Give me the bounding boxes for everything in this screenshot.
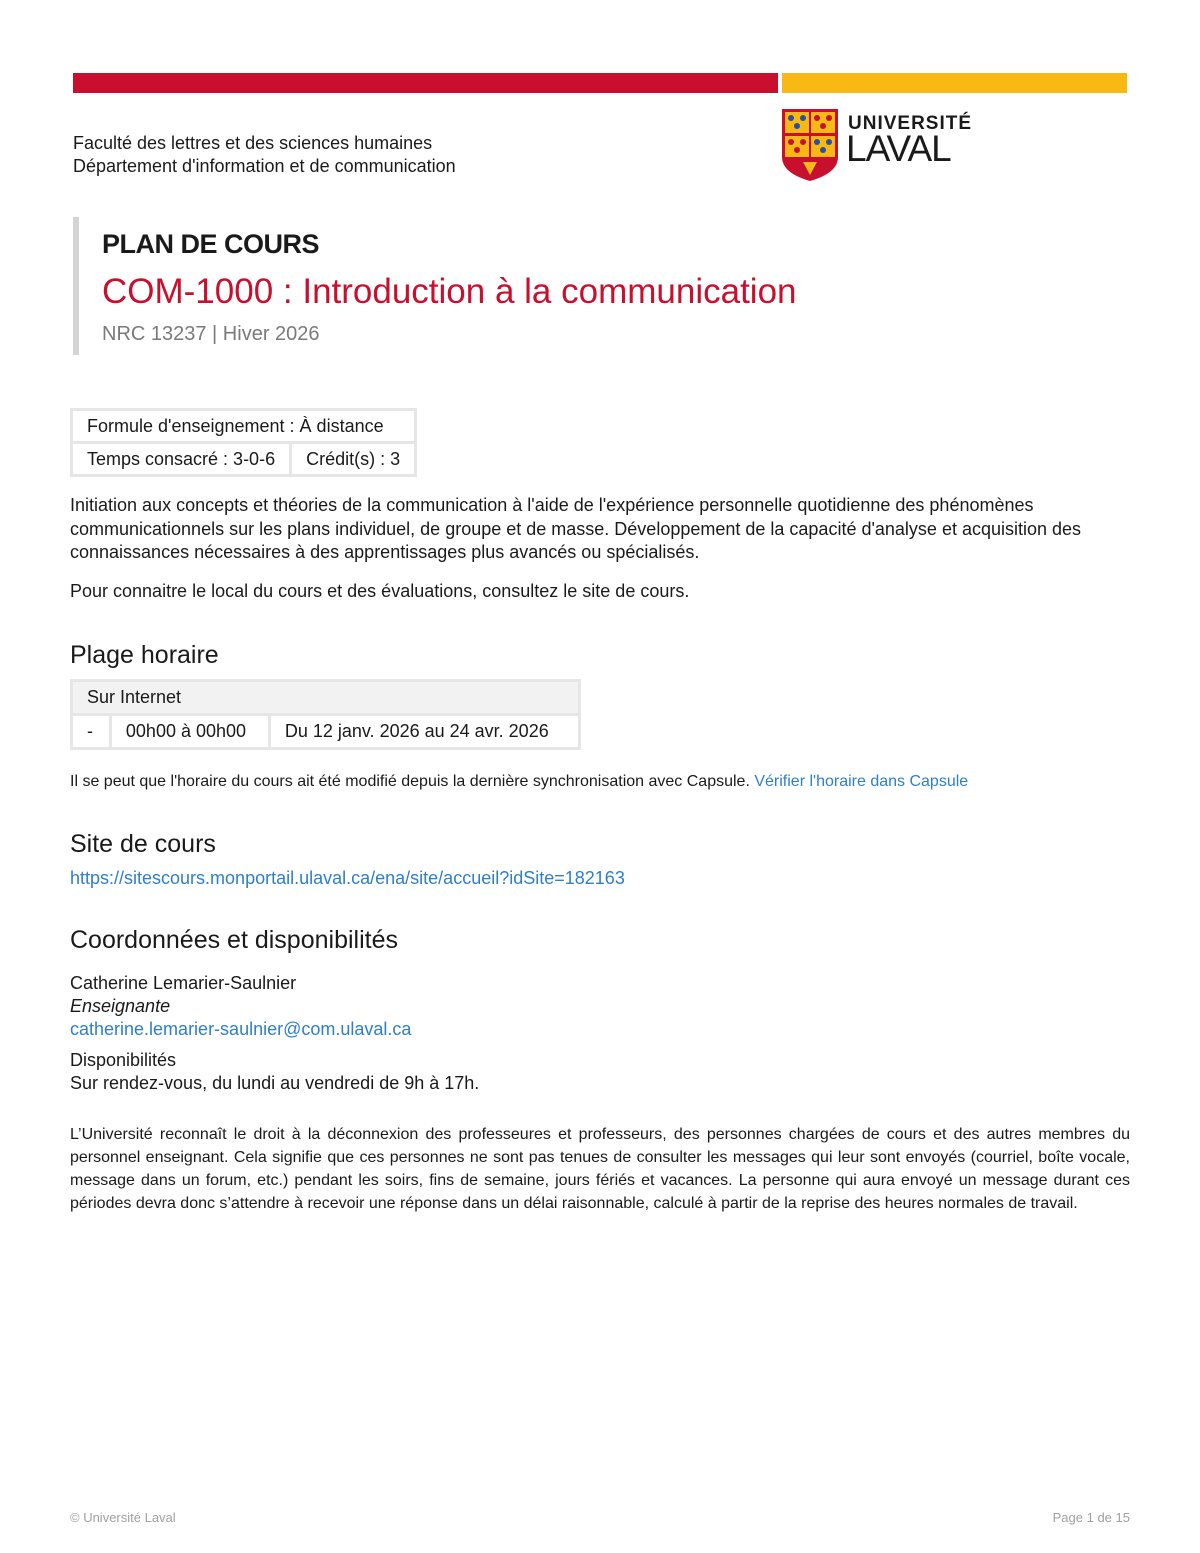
section-heading-coordonnees: Coordonnées et disponibilités bbox=[70, 926, 398, 954]
logo-text-laval: LAVAL bbox=[846, 128, 951, 169]
local-notice: Pour connaitre le local du cours et des évaluations, consultez le site de cours. bbox=[70, 581, 690, 601]
course-title: COM-1000 : Introduction à la communication bbox=[102, 272, 797, 311]
schedule-day: - bbox=[72, 715, 111, 749]
schedule-note bbox=[70, 773, 968, 791]
footer-page-number: Page 1 de 15 bbox=[1052, 1510, 1130, 1525]
table-row bbox=[72, 715, 580, 749]
schedule-dates: Du 12 janv. 2026 au 24 avr. 2026 bbox=[269, 715, 579, 749]
schedule-mode: Sur Internet bbox=[72, 681, 580, 715]
section-heading-site: Site de cours bbox=[70, 830, 216, 858]
availability-label: Disponibilités bbox=[70, 1050, 177, 1070]
table-row bbox=[72, 443, 416, 476]
footer-copyright: © Université Laval bbox=[70, 1510, 176, 1525]
schedule-hours: 00h00 à 00h00 bbox=[110, 715, 269, 749]
schedule-table bbox=[70, 679, 581, 750]
course-nrc: NRC 13237 | Hiver 2026 bbox=[102, 323, 320, 345]
instructor-name: Catherine Lemarier-Saulnier bbox=[70, 973, 297, 993]
logo-text-universite: UNIVERSITÉ bbox=[848, 113, 973, 134]
temps-cell: Temps consacré : 3-0-6 bbox=[72, 443, 291, 476]
course-info-table bbox=[70, 408, 417, 477]
verify-capsule-link[interactable]: Vérifier l'horaire dans Capsule bbox=[754, 773, 969, 790]
faculty-name: Faculté des lettres et des sciences humaines bbox=[73, 133, 433, 153]
credits-cell: Crédit(s) : 3 bbox=[291, 443, 416, 476]
table-row bbox=[72, 681, 580, 715]
table-row bbox=[72, 410, 416, 443]
department-name: Département d'information et de communication bbox=[73, 156, 456, 176]
section-heading-horaire: Plage horaire bbox=[70, 641, 219, 669]
header-red-bar bbox=[73, 73, 778, 93]
instructor-email-link[interactable]: catherine.lemarier-saulnier@com.ulaval.ca bbox=[70, 1019, 412, 1039]
schedule-note-text: Il se peut que l'horaire du cours ait été modifié depuis la dernière synchronisation avec Capsule. bbox=[70, 773, 750, 790]
plan-label: PLAN DE COURS bbox=[102, 229, 320, 259]
course-site-link[interactable]: https://sitescours.monportail.ulaval.ca/ena/site/accueil?idSite=182163 bbox=[70, 868, 625, 888]
instructor-role: Enseignante bbox=[70, 996, 171, 1016]
course-description: Initiation aux concepts et théories de la communication à l'aide de l'expérience personnelle quotidienne des phénomènes communicationnels sur les plans individuel, de groupe et de masse. Développement de la capacité d'analyse et acquisition des connaissances nécessaires à des apprentissages plus avancés ou spécialisés. bbox=[70, 495, 1082, 562]
disconnection-notice: L’Université reconnaît le droit à la déconnexion des professeures et professeurs, des personnes chargées de cours et des autres membres du personnel enseignant. Cela signifie que ces personnes ne sont pas tenues de consulter les messages qui leur sont envoyés (courriel, boîte vocale, message dans un forum, etc.) pendant les soirs, fins de semaine, jours fériés et vacances. La personne qui aura envoyé un message durant ces périodes devra donc s’attendre à recevoir une réponse dans un délai raisonnable, calculé à partir de la reprise des heures normales de travail. bbox=[70, 1126, 1130, 1212]
faculty-block bbox=[73, 132, 456, 178]
availability-block bbox=[70, 1049, 479, 1095]
title-block bbox=[73, 217, 979, 355]
contact-block bbox=[70, 972, 411, 1041]
header-gold-bar bbox=[782, 73, 1127, 93]
formule-cell: Formule d'enseignement : À distance bbox=[72, 410, 416, 443]
availability-text: Sur rendez-vous, du lundi au vendredi de 9h à 17h. bbox=[70, 1073, 480, 1093]
